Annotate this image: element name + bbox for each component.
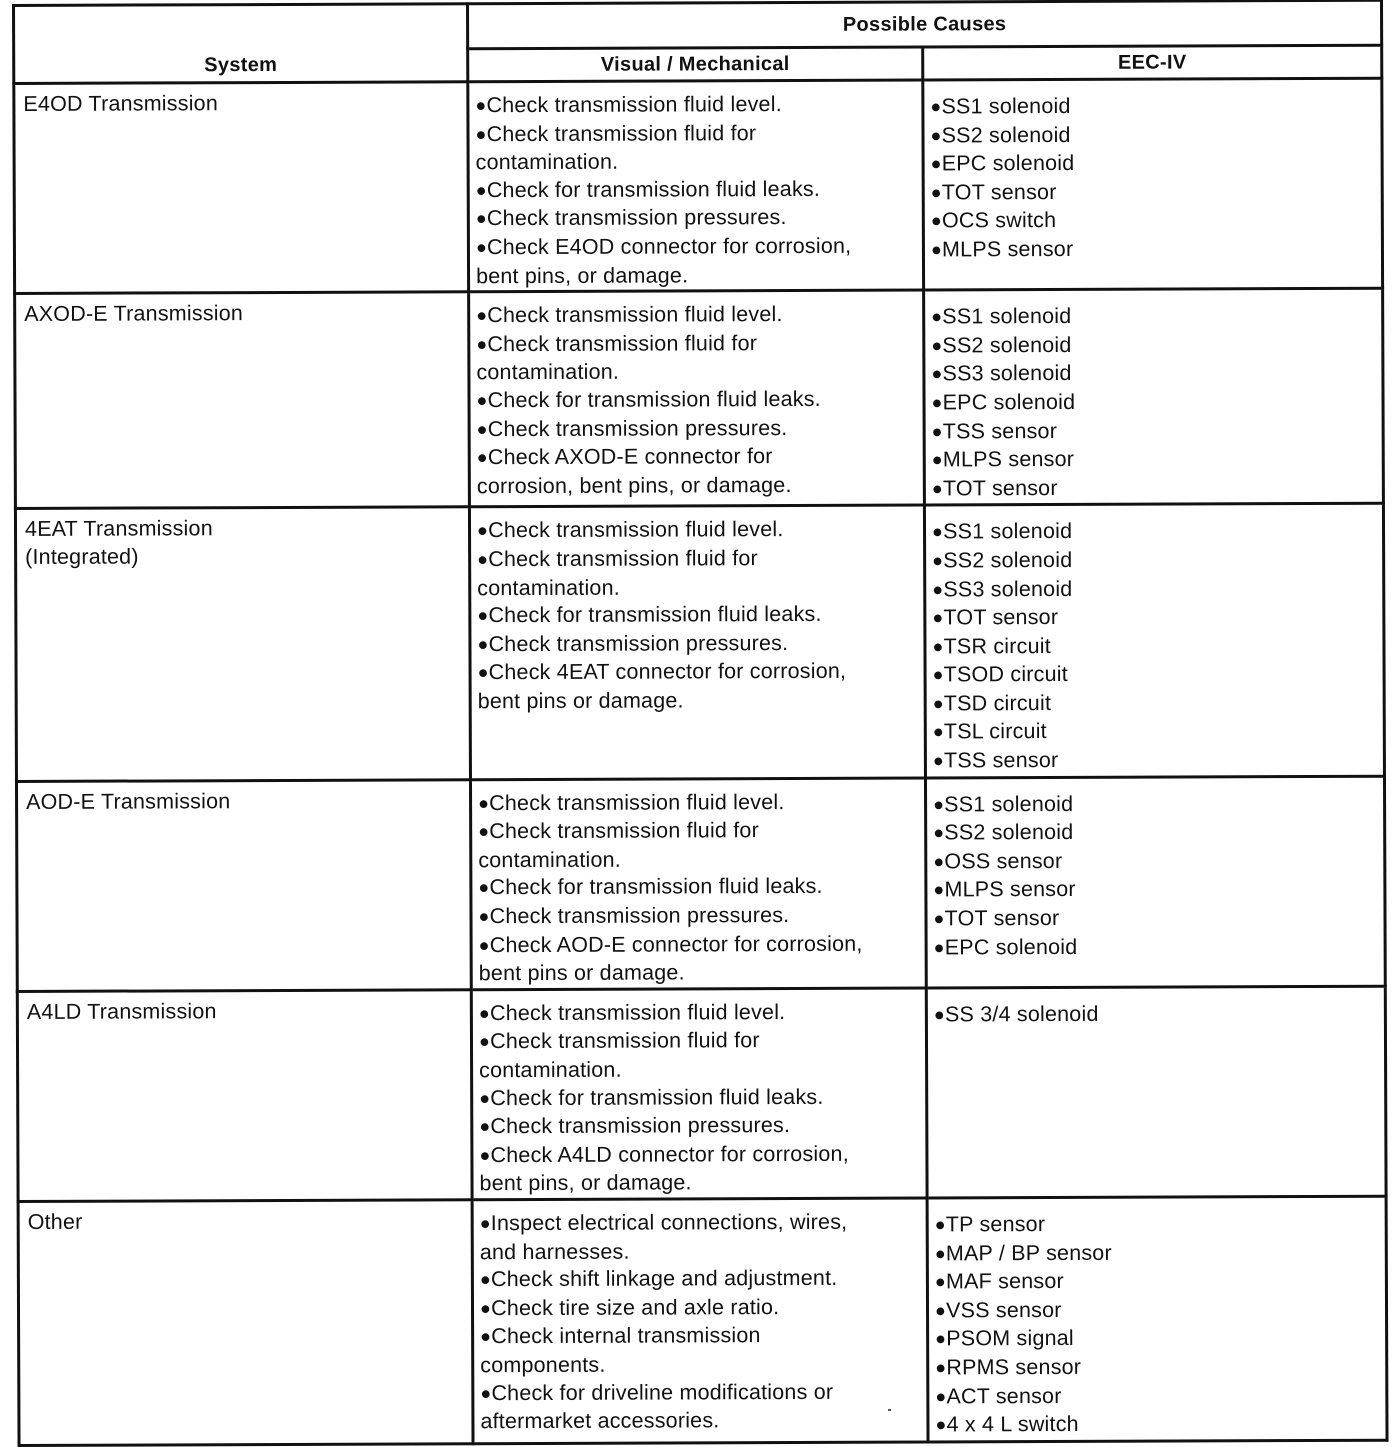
system-name: A4LD Transmission bbox=[26, 999, 217, 1024]
visual-mechanical-cell bbox=[469, 290, 925, 507]
bullet-icon: ● bbox=[478, 792, 490, 813]
eec-component-item bbox=[931, 388, 1375, 418]
eec-component-text: MLPS sensor bbox=[942, 447, 1075, 472]
eec-iv-cell bbox=[924, 504, 1384, 778]
bullet-icon: ● bbox=[931, 306, 943, 327]
eec-component-item bbox=[932, 517, 1376, 547]
bullet-icon: ● bbox=[931, 478, 943, 499]
bullet-icon: ● bbox=[475, 208, 487, 229]
visual-check-item bbox=[478, 788, 918, 818]
bullet-icon: ● bbox=[931, 521, 944, 542]
bullet-icon: ● bbox=[475, 237, 488, 258]
bullet-icon: ● bbox=[930, 96, 942, 117]
eec-component-item bbox=[931, 178, 1375, 208]
visual-check-text: Check transmission fluid level. bbox=[486, 92, 782, 118]
visual-check-item bbox=[480, 1407, 920, 1436]
visual-check-item bbox=[476, 358, 916, 387]
possible-causes-header: Possible Causes bbox=[468, 0, 1382, 49]
bullet-icon: ● bbox=[935, 1328, 947, 1349]
eec-component-text: TSR circuit bbox=[943, 633, 1051, 659]
visual-check-text: Check transmission fluid level. bbox=[487, 302, 783, 328]
eec-component-text: SS1 solenoid bbox=[941, 93, 1071, 119]
visual-check-text: Check AXOD-E connector for bbox=[487, 444, 773, 470]
visual-check-text: contamination. bbox=[476, 360, 620, 385]
bullet-icon: ● bbox=[479, 1087, 491, 1108]
eec-component-item bbox=[935, 1296, 1379, 1326]
table-body bbox=[14, 78, 1387, 1445]
visual-check-text: contamination. bbox=[475, 149, 619, 175]
eec-component-item bbox=[932, 473, 1376, 503]
visual-check-text: contamination. bbox=[478, 847, 621, 873]
eec-component-item bbox=[931, 149, 1375, 179]
system-cell bbox=[15, 292, 470, 509]
eec-component-item bbox=[931, 206, 1375, 236]
bullet-icon: ● bbox=[476, 418, 488, 439]
eec-component-text: SS2 solenoid bbox=[943, 547, 1073, 573]
bullet-icon: ● bbox=[476, 390, 488, 411]
visual-check-item bbox=[480, 1237, 920, 1266]
bullet-icon: ● bbox=[932, 693, 944, 714]
visual-check-item bbox=[476, 175, 916, 205]
system-name: 4EAT Transmission bbox=[24, 516, 213, 542]
eec-component-item bbox=[932, 546, 1376, 576]
bullet-icon: ● bbox=[932, 750, 945, 771]
visual-check-item bbox=[479, 1169, 919, 1198]
eec-component-item bbox=[932, 631, 1376, 661]
bullet-icon: ● bbox=[476, 520, 489, 541]
eec-iv-cell bbox=[923, 78, 1383, 290]
visual-check-item bbox=[476, 329, 916, 359]
bullet-icon: ● bbox=[934, 1271, 947, 1292]
visual-check-text: Check for driveline modifications or bbox=[491, 1379, 834, 1405]
bullet-icon: ● bbox=[931, 335, 943, 356]
eec-component-item bbox=[931, 331, 1375, 361]
visual-check-item bbox=[479, 959, 919, 988]
visual-mechanical-cell bbox=[469, 505, 925, 779]
bullet-icon: ● bbox=[933, 937, 945, 958]
visual-check-text: contamination. bbox=[479, 1057, 622, 1083]
visual-check-text: Check for transmission fluid leaks. bbox=[486, 176, 821, 202]
visual-check-item bbox=[477, 601, 917, 631]
visual-check-text: Check transmission fluid for bbox=[489, 818, 759, 844]
visual-check-text: bent pins, or damage. bbox=[479, 1170, 692, 1196]
visual-check-item bbox=[480, 1350, 920, 1379]
table-row bbox=[18, 1196, 1387, 1445]
visual-check-text: Check transmission fluid level. bbox=[488, 517, 784, 543]
bullet-icon: ● bbox=[475, 123, 487, 144]
bullet-icon: ● bbox=[931, 449, 943, 470]
bullet-icon: ● bbox=[931, 420, 943, 442]
visual-check-text: components. bbox=[480, 1352, 606, 1378]
eec-iv-header: EEC-IV bbox=[923, 45, 1382, 80]
eec-component-item bbox=[933, 789, 1377, 819]
visual-mechanical-cell bbox=[468, 80, 924, 292]
eec-component-item bbox=[933, 875, 1377, 905]
bullet-icon: ● bbox=[476, 447, 488, 468]
eec-component-item bbox=[933, 689, 1377, 719]
visual-check-item bbox=[479, 930, 919, 960]
system-name: AXOD-E Transmission bbox=[24, 301, 244, 327]
system-cell bbox=[14, 82, 469, 294]
eec-component-item bbox=[932, 603, 1376, 633]
system-name: AOD-E Transmission bbox=[26, 788, 231, 814]
visual-check-text: Check E4OD connector for corrosion, bbox=[486, 233, 852, 260]
visual-check-item bbox=[480, 1293, 920, 1323]
eec-component-text: TOT sensor bbox=[944, 906, 1060, 931]
visual-check-text: and harnesses. bbox=[479, 1239, 630, 1264]
eec-component-item bbox=[935, 1238, 1379, 1268]
visual-check-item bbox=[478, 902, 918, 932]
system-name: E4OD Transmission bbox=[23, 91, 219, 116]
eec-component-text: SS1 solenoid bbox=[943, 519, 1073, 544]
bullet-icon: ● bbox=[932, 721, 944, 742]
visual-mechanical-header: Visual / Mechanical bbox=[468, 47, 923, 82]
eec-component-text: TOT sensor bbox=[943, 605, 1059, 630]
bullet-icon: ● bbox=[933, 822, 945, 843]
eec-component-item bbox=[933, 818, 1377, 848]
visual-check-item bbox=[477, 516, 917, 546]
bullet-icon: ● bbox=[932, 636, 944, 657]
bullet-icon: ● bbox=[933, 1004, 946, 1025]
bullet-icon: ● bbox=[480, 1326, 492, 1347]
visual-check-text: bent pins or damage. bbox=[478, 960, 685, 986]
bullet-icon: ● bbox=[477, 605, 489, 626]
visual-check-text: Check tire size and axle ratio. bbox=[491, 1294, 780, 1320]
system-cell bbox=[18, 1200, 473, 1445]
bullet-icon: ● bbox=[479, 1297, 492, 1318]
bullet-icon: ● bbox=[930, 239, 943, 260]
eec-component-item bbox=[931, 359, 1375, 389]
bullet-icon: ● bbox=[477, 549, 489, 570]
bullet-icon: ● bbox=[933, 908, 945, 929]
eec-component-item bbox=[935, 1353, 1379, 1383]
bullet-icon: ● bbox=[475, 95, 487, 116]
eec-component-text: EPC solenoid bbox=[941, 151, 1075, 176]
eec-component-text: PSOM signal bbox=[946, 1326, 1074, 1351]
bullet-icon: ● bbox=[934, 1242, 946, 1264]
eec-iv-cell bbox=[927, 1196, 1387, 1442]
eec-component-item bbox=[935, 1324, 1379, 1354]
visual-check-item bbox=[475, 119, 915, 149]
bullet-icon: ● bbox=[479, 1144, 491, 1165]
visual-check-text: Check transmission pressures. bbox=[490, 1113, 791, 1139]
eec-component-text: TSS sensor bbox=[943, 748, 1059, 773]
visual-check-item bbox=[480, 1378, 920, 1408]
system-cell bbox=[17, 990, 472, 1202]
visual-check-item bbox=[477, 443, 917, 473]
visual-check-item bbox=[476, 232, 916, 262]
bullet-icon: ● bbox=[478, 821, 490, 842]
eec-component-text: SS2 solenoid bbox=[942, 332, 1072, 358]
eec-component-text: TSD circuit bbox=[943, 690, 1052, 716]
eec-component-text: TP sensor bbox=[945, 1212, 1046, 1237]
visual-check-item bbox=[477, 573, 917, 602]
eec-component-item bbox=[933, 904, 1377, 934]
table-row bbox=[15, 504, 1384, 782]
eec-component-item bbox=[933, 660, 1377, 690]
visual-check-text: Check transmission pressures. bbox=[486, 205, 787, 231]
eec-component-text: SS2 solenoid bbox=[944, 820, 1074, 845]
bullet-icon: ● bbox=[933, 851, 945, 872]
visual-check-text: Check AOD-E connector for corrosion, bbox=[489, 931, 863, 957]
eec-component-text: SS1 solenoid bbox=[944, 791, 1074, 817]
eec-component-text: SS3 solenoid bbox=[942, 361, 1072, 386]
eec-component-text: 4 x 4 L switch bbox=[946, 1412, 1079, 1437]
visual-check-item bbox=[476, 204, 916, 234]
visual-check-item bbox=[480, 1208, 920, 1238]
eec-iv-cell bbox=[926, 986, 1386, 1198]
eec-component-text: SS3 solenoid bbox=[943, 576, 1073, 601]
eec-component-item bbox=[931, 235, 1375, 265]
bullet-icon: ● bbox=[477, 633, 489, 654]
bullet-icon: ● bbox=[933, 794, 945, 815]
eec-component-item bbox=[933, 717, 1377, 747]
visual-check-item bbox=[476, 385, 916, 415]
eec-component-item bbox=[934, 932, 1378, 962]
system-cell bbox=[15, 507, 470, 781]
eec-component-text: TOT sensor bbox=[942, 475, 1058, 501]
bullet-icon: ● bbox=[476, 305, 488, 326]
bullet-icon: ● bbox=[478, 934, 490, 955]
bullet-icon: ● bbox=[934, 1214, 946, 1235]
bullet-icon: ● bbox=[479, 1269, 492, 1290]
visual-check-item bbox=[478, 817, 918, 847]
eec-iv-cell bbox=[925, 776, 1385, 988]
visual-check-item bbox=[475, 91, 915, 121]
eec-component-item bbox=[932, 574, 1376, 604]
bullet-icon: ● bbox=[930, 125, 942, 146]
bullet-icon: ● bbox=[475, 179, 487, 201]
scan-speck bbox=[888, 1409, 891, 1411]
visual-check-item bbox=[479, 1083, 919, 1113]
bullet-icon: ● bbox=[478, 1031, 491, 1052]
diagnostic-chart bbox=[12, 0, 1385, 1437]
eec-component-item bbox=[935, 1410, 1379, 1440]
visual-check-text: aftermarket accessories. bbox=[480, 1408, 720, 1434]
visual-check-text: Check transmission pressures. bbox=[487, 415, 788, 441]
visual-check-item bbox=[476, 301, 916, 331]
visual-check-text: bent pins or damage. bbox=[477, 688, 684, 714]
eec-component-text: SS1 solenoid bbox=[942, 304, 1072, 329]
visual-check-text: Check transmission fluid level. bbox=[489, 789, 785, 815]
visual-check-text: corrosion, bent pins, or damage. bbox=[476, 472, 792, 498]
bullet-icon: ● bbox=[934, 1300, 947, 1321]
eec-component-text: SS 3/4 solenoid bbox=[944, 1001, 1099, 1027]
visual-check-item bbox=[477, 471, 917, 500]
bullet-icon: ● bbox=[935, 1357, 947, 1378]
bullet-icon: ● bbox=[480, 1382, 492, 1403]
visual-check-item bbox=[478, 686, 918, 715]
eec-component-text: TSS sensor bbox=[942, 418, 1058, 443]
visual-check-text: Check for transmission fluid leaks. bbox=[489, 874, 823, 900]
visual-check-text: contamination. bbox=[477, 575, 620, 600]
visual-check-item bbox=[478, 873, 918, 903]
visual-check-text: Check for transmission fluid leaks. bbox=[487, 386, 821, 413]
eec-component-text: TSL circuit bbox=[943, 719, 1047, 744]
visual-mechanical-cell bbox=[470, 778, 926, 990]
eec-component-item bbox=[931, 302, 1375, 332]
visual-check-text: Check transmission fluid for bbox=[488, 546, 758, 572]
visual-check-text: Check transmission fluid level. bbox=[489, 999, 786, 1025]
visual-check-text: Inspect electrical connections, wires, bbox=[490, 1209, 848, 1236]
bullet-icon: ● bbox=[479, 1116, 491, 1137]
table-row bbox=[17, 986, 1386, 1201]
eec-component-text: TOT sensor bbox=[941, 179, 1057, 205]
bullet-icon: ● bbox=[935, 1385, 947, 1406]
table-row bbox=[15, 288, 1384, 508]
visual-check-item bbox=[478, 845, 918, 874]
visual-check-text: Check A4LD connector for corrosion, bbox=[490, 1141, 849, 1167]
visual-check-text: Check 4EAT connector for corrosion, bbox=[488, 659, 847, 685]
visual-check-item bbox=[479, 1056, 919, 1085]
eec-component-text: MLPS sensor bbox=[944, 877, 1076, 902]
bullet-icon: ● bbox=[931, 363, 943, 384]
eec-component-item bbox=[935, 1381, 1379, 1411]
visual-check-item bbox=[479, 1027, 919, 1057]
eec-iv-cell bbox=[924, 288, 1384, 505]
visual-check-item bbox=[477, 544, 917, 574]
bullet-icon: ● bbox=[930, 210, 942, 231]
visual-check-item bbox=[476, 261, 916, 290]
eec-component-text: OCS switch bbox=[941, 208, 1057, 233]
possible-causes-table bbox=[12, 0, 1389, 1447]
bullet-icon: ● bbox=[478, 877, 490, 898]
eec-component-text: TSOD circuit bbox=[943, 662, 1068, 687]
bullet-icon: ● bbox=[479, 1213, 491, 1234]
system-name: (Integrated) bbox=[25, 544, 139, 569]
eec-component-text: VSS sensor bbox=[946, 1297, 1062, 1323]
eec-component-text: EPC solenoid bbox=[942, 389, 1076, 415]
visual-check-item bbox=[476, 148, 916, 177]
bullet-icon: ● bbox=[932, 578, 944, 599]
bullet-icon: ● bbox=[476, 333, 488, 354]
bullet-icon: ● bbox=[932, 550, 944, 571]
visual-check-text: Check internal transmission bbox=[491, 1323, 761, 1349]
bullet-icon: ● bbox=[930, 153, 942, 174]
visual-check-item bbox=[480, 1322, 920, 1352]
visual-check-text: Check shift linkage and adjustment. bbox=[490, 1265, 838, 1292]
eec-component-text: EPC solenoid bbox=[944, 934, 1078, 960]
eec-component-item bbox=[932, 445, 1376, 475]
visual-check-text: Check transmission pressures. bbox=[488, 630, 789, 656]
eec-component-item bbox=[930, 120, 1374, 150]
eec-component-item bbox=[933, 847, 1377, 877]
visual-check-text: Check transmission fluid for bbox=[490, 1028, 760, 1054]
visual-check-text: bent pins, or damage. bbox=[476, 262, 689, 288]
visual-check-item bbox=[480, 1265, 920, 1295]
visual-check-text: Check for transmission fluid leaks. bbox=[488, 601, 822, 628]
visual-check-item bbox=[477, 414, 917, 444]
eec-component-text: ACT sensor bbox=[946, 1383, 1062, 1408]
bullet-icon: ● bbox=[477, 662, 489, 683]
system-column-header: System bbox=[14, 4, 468, 84]
bullet-icon: ● bbox=[478, 906, 490, 927]
bullet-icon: ● bbox=[930, 182, 942, 203]
eec-component-text: RPMS sensor bbox=[946, 1354, 1082, 1380]
visual-check-item bbox=[479, 998, 919, 1028]
bullet-icon: ● bbox=[932, 607, 944, 628]
system-cell bbox=[16, 779, 471, 991]
eec-component-text: MAP / BP sensor bbox=[945, 1240, 1112, 1265]
eec-component-text: OSS sensor bbox=[944, 848, 1063, 874]
eec-component-text: MAF sensor bbox=[945, 1269, 1064, 1294]
bullet-icon: ● bbox=[478, 1002, 490, 1024]
visual-mechanical-cell bbox=[471, 988, 927, 1200]
eec-component-item bbox=[933, 746, 1377, 776]
visual-mechanical-cell bbox=[472, 1198, 928, 1443]
eec-component-item bbox=[930, 92, 1374, 122]
eec-component-item bbox=[932, 416, 1376, 446]
bullet-icon: ● bbox=[935, 1414, 947, 1435]
system-name: Other bbox=[27, 1209, 83, 1234]
visual-check-item bbox=[477, 629, 917, 659]
table-row bbox=[14, 78, 1383, 293]
eec-component-item bbox=[935, 1210, 1379, 1240]
visual-check-text: Check transmission fluid for bbox=[486, 120, 757, 146]
eec-component-text: SS2 solenoid bbox=[941, 122, 1071, 148]
eec-component-item bbox=[934, 1000, 1378, 1030]
visual-check-item bbox=[478, 658, 918, 688]
bullet-icon: ● bbox=[933, 879, 945, 900]
bullet-icon: ● bbox=[932, 664, 944, 685]
table-row bbox=[16, 776, 1385, 991]
bullet-icon: ● bbox=[931, 392, 943, 413]
eec-component-item bbox=[935, 1267, 1379, 1297]
visual-check-item bbox=[479, 1140, 919, 1170]
eec-component-text: MLPS sensor bbox=[941, 236, 1074, 262]
visual-check-text: Check transmission pressures. bbox=[489, 903, 790, 929]
visual-check-item bbox=[479, 1112, 919, 1142]
visual-check-text: Check transmission fluid for bbox=[487, 330, 758, 356]
visual-check-text: Check for transmission fluid leaks. bbox=[490, 1084, 824, 1110]
